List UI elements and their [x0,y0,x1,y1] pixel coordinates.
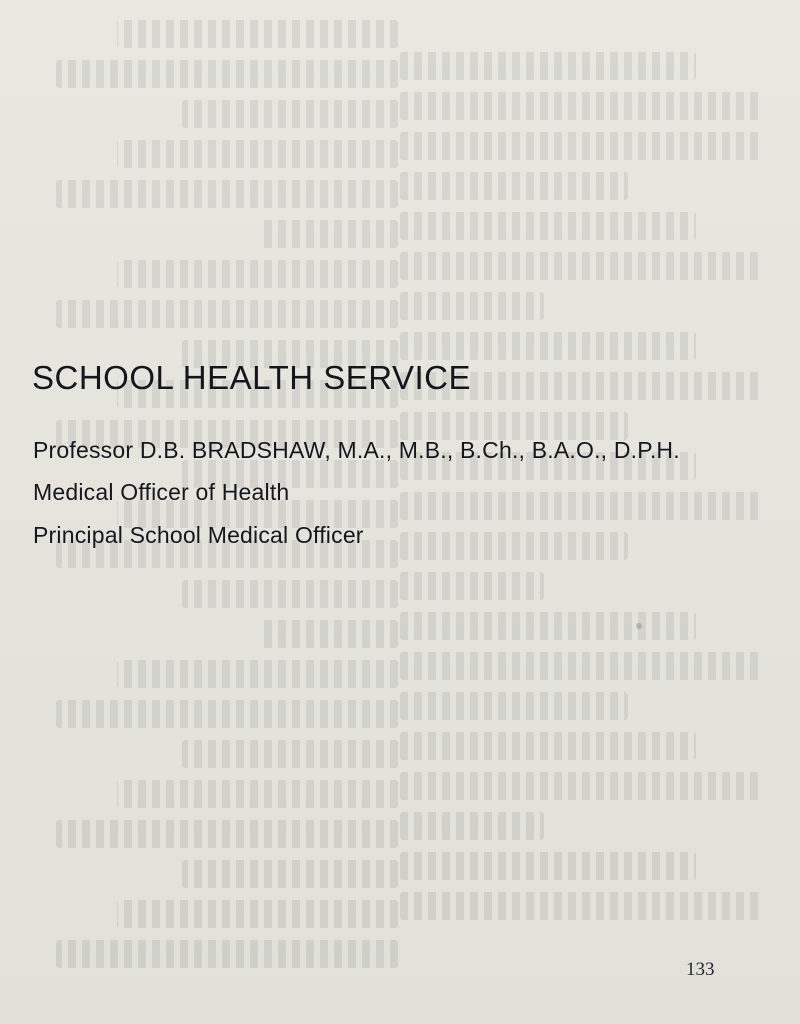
officer-role-medical-officer-of-health: Medical Officer of Health [33,479,290,505]
page-number: 133 [686,959,715,980]
section-heading: SCHOOL HEALTH SERVICE [32,359,472,396]
officer-name-and-qualifications: Professor D.B. BRADSHAW, M.A., M.B., B.Ch., B.A.O., D.P.H. [33,437,680,463]
officer-role-principal-school-medical-officer: Principal School Medical Officer [33,522,364,548]
paper-speck [636,623,642,629]
